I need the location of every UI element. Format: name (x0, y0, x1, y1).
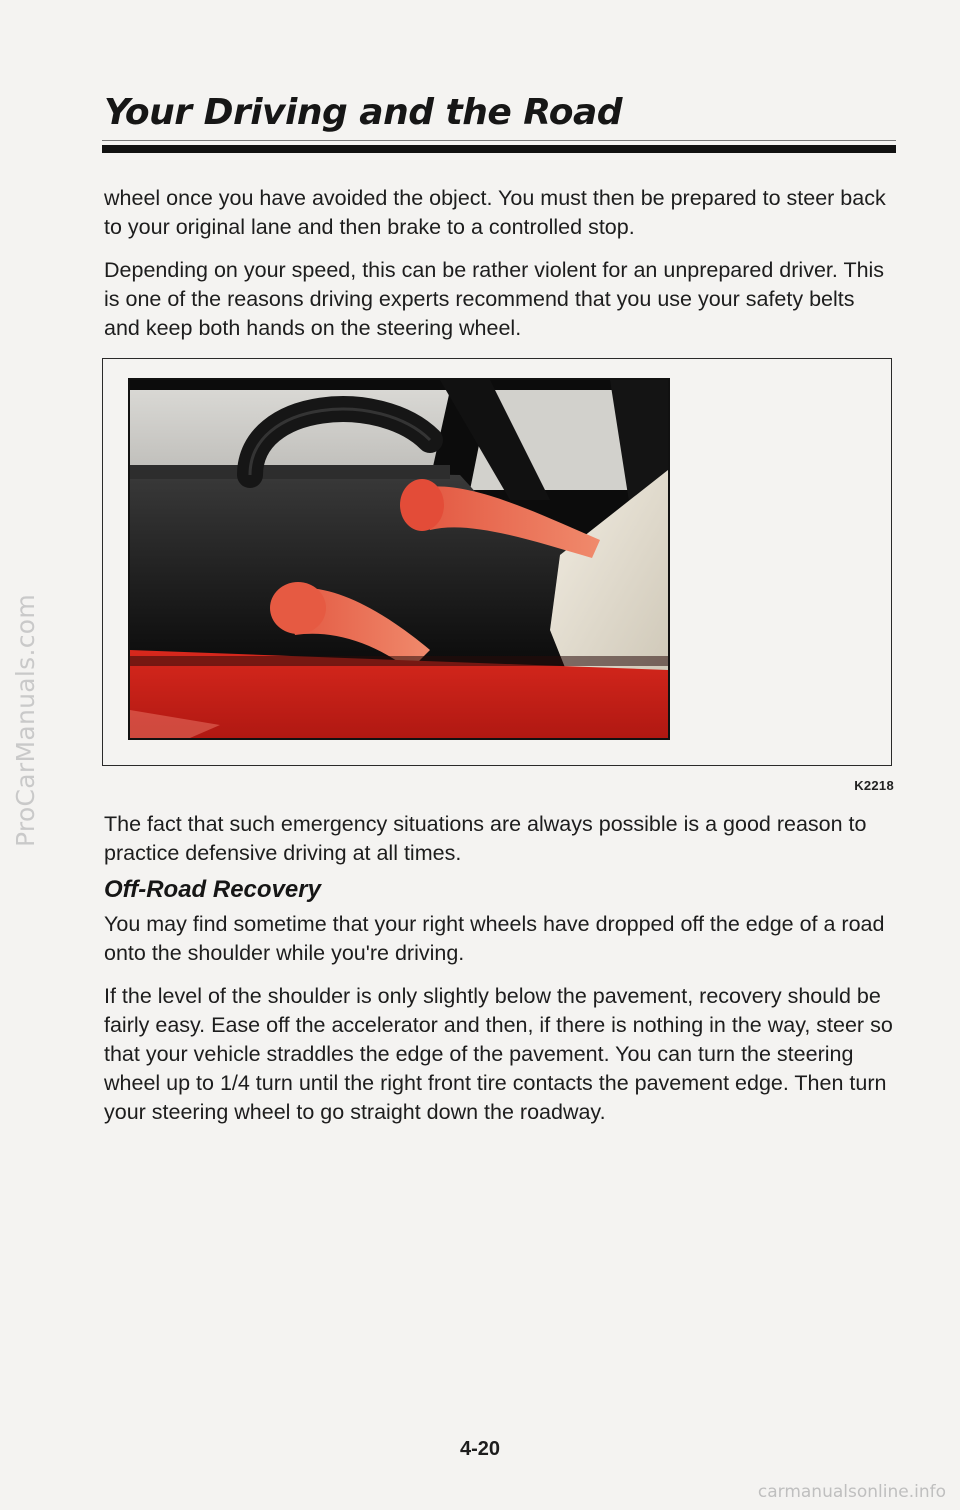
side-watermark (6, 520, 46, 920)
steering-wheel-photo (128, 378, 670, 740)
side-watermark-text: ProCarManuals.com (11, 593, 41, 847)
subheading-off-road-recovery: Off-Road Recovery (104, 876, 321, 903)
paragraph-5: If the level of the shoulder is only slightly below the pavement, recovery should be fairly easy. Ease off the accelerator and then, if there is nothing in the way, steer so that your vehicle straddles the edge of the pavement. You can turn the steering wheel up to 1/4 turn until the right front tire contacts the pavement edge. Then turn your steering wheel to go straight down the roadway. (104, 984, 893, 1124)
section-title: Your Driving and the Road (104, 92, 623, 133)
figure-code: K2218 (854, 778, 894, 793)
paragraph-2: Depending on your speed, this can be rather violent for an unprepared driver. This is one of the reasons driving experts recommend that you use your safety belts and keep both hands on the steering wheel. (104, 258, 885, 340)
title-rule (102, 145, 896, 153)
footer-watermark: carmanualsonline.info (757, 1482, 946, 1502)
paragraph-3: The fact that such emergency situations are always possible is a good reason to practice defensive driving at all times. (104, 812, 867, 865)
title-rule-thin (102, 140, 896, 141)
paragraph-1: wheel once you have avoided the object. You must then be prepared to steer back to your original lane and then brake to a controlled stop. (104, 186, 886, 239)
paragraph-4: You may find sometime that your right wheels have dropped off the edge of a road onto the shoulder while you're driving. (104, 912, 885, 965)
page-number: 4-20 (459, 1438, 501, 1460)
